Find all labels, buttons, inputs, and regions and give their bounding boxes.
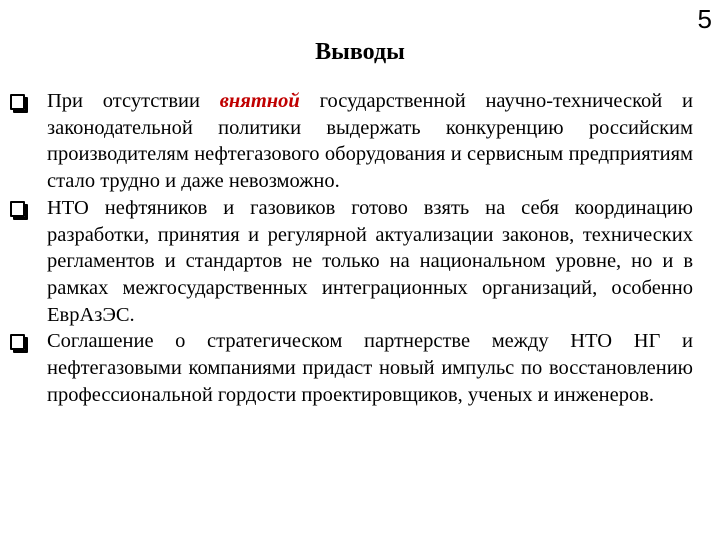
bullet-1-text-before: При отсутствии [47, 90, 220, 112]
bullet-1-highlight: внятной [219, 90, 300, 112]
bullet-item-3 [10, 328, 693, 408]
checkbox-square-icon [10, 334, 25, 350]
bullet-2-text: НТО нефтяников и газовиков готово взять на себя координацию разработки, принятия и регулярной актуализации законов, технических регламентов и стандартов не только на национальном уровне, но и в рамках межгосударственных интеграционных организаций, особенно ЕврАзЭС. [47, 196, 693, 326]
conclusions-list [10, 88, 693, 408]
slide-title: Выводы [315, 39, 405, 65]
bullet-item-2 [10, 195, 693, 329]
bullet-item-1 [10, 88, 693, 195]
bullet-1-text-after: государственной научно-технической и законодательной политики выдержать конкуренцию российским производителям нефтегазового оборудования и сервисным предприятиям стало трудно и даже невозможно. [47, 90, 693, 193]
checkbox-square-icon [10, 94, 25, 110]
checkbox-square-icon [10, 201, 25, 217]
bullet-3-text: Соглашение о стратегическом партнерстве между НТО НГ и нефтегазовыми компаниями придаст новый импульс по восстановлению профессиональной гордости проектировщиков, ученых и инженеров. [47, 330, 693, 406]
page-number: 5 [697, 4, 712, 34]
